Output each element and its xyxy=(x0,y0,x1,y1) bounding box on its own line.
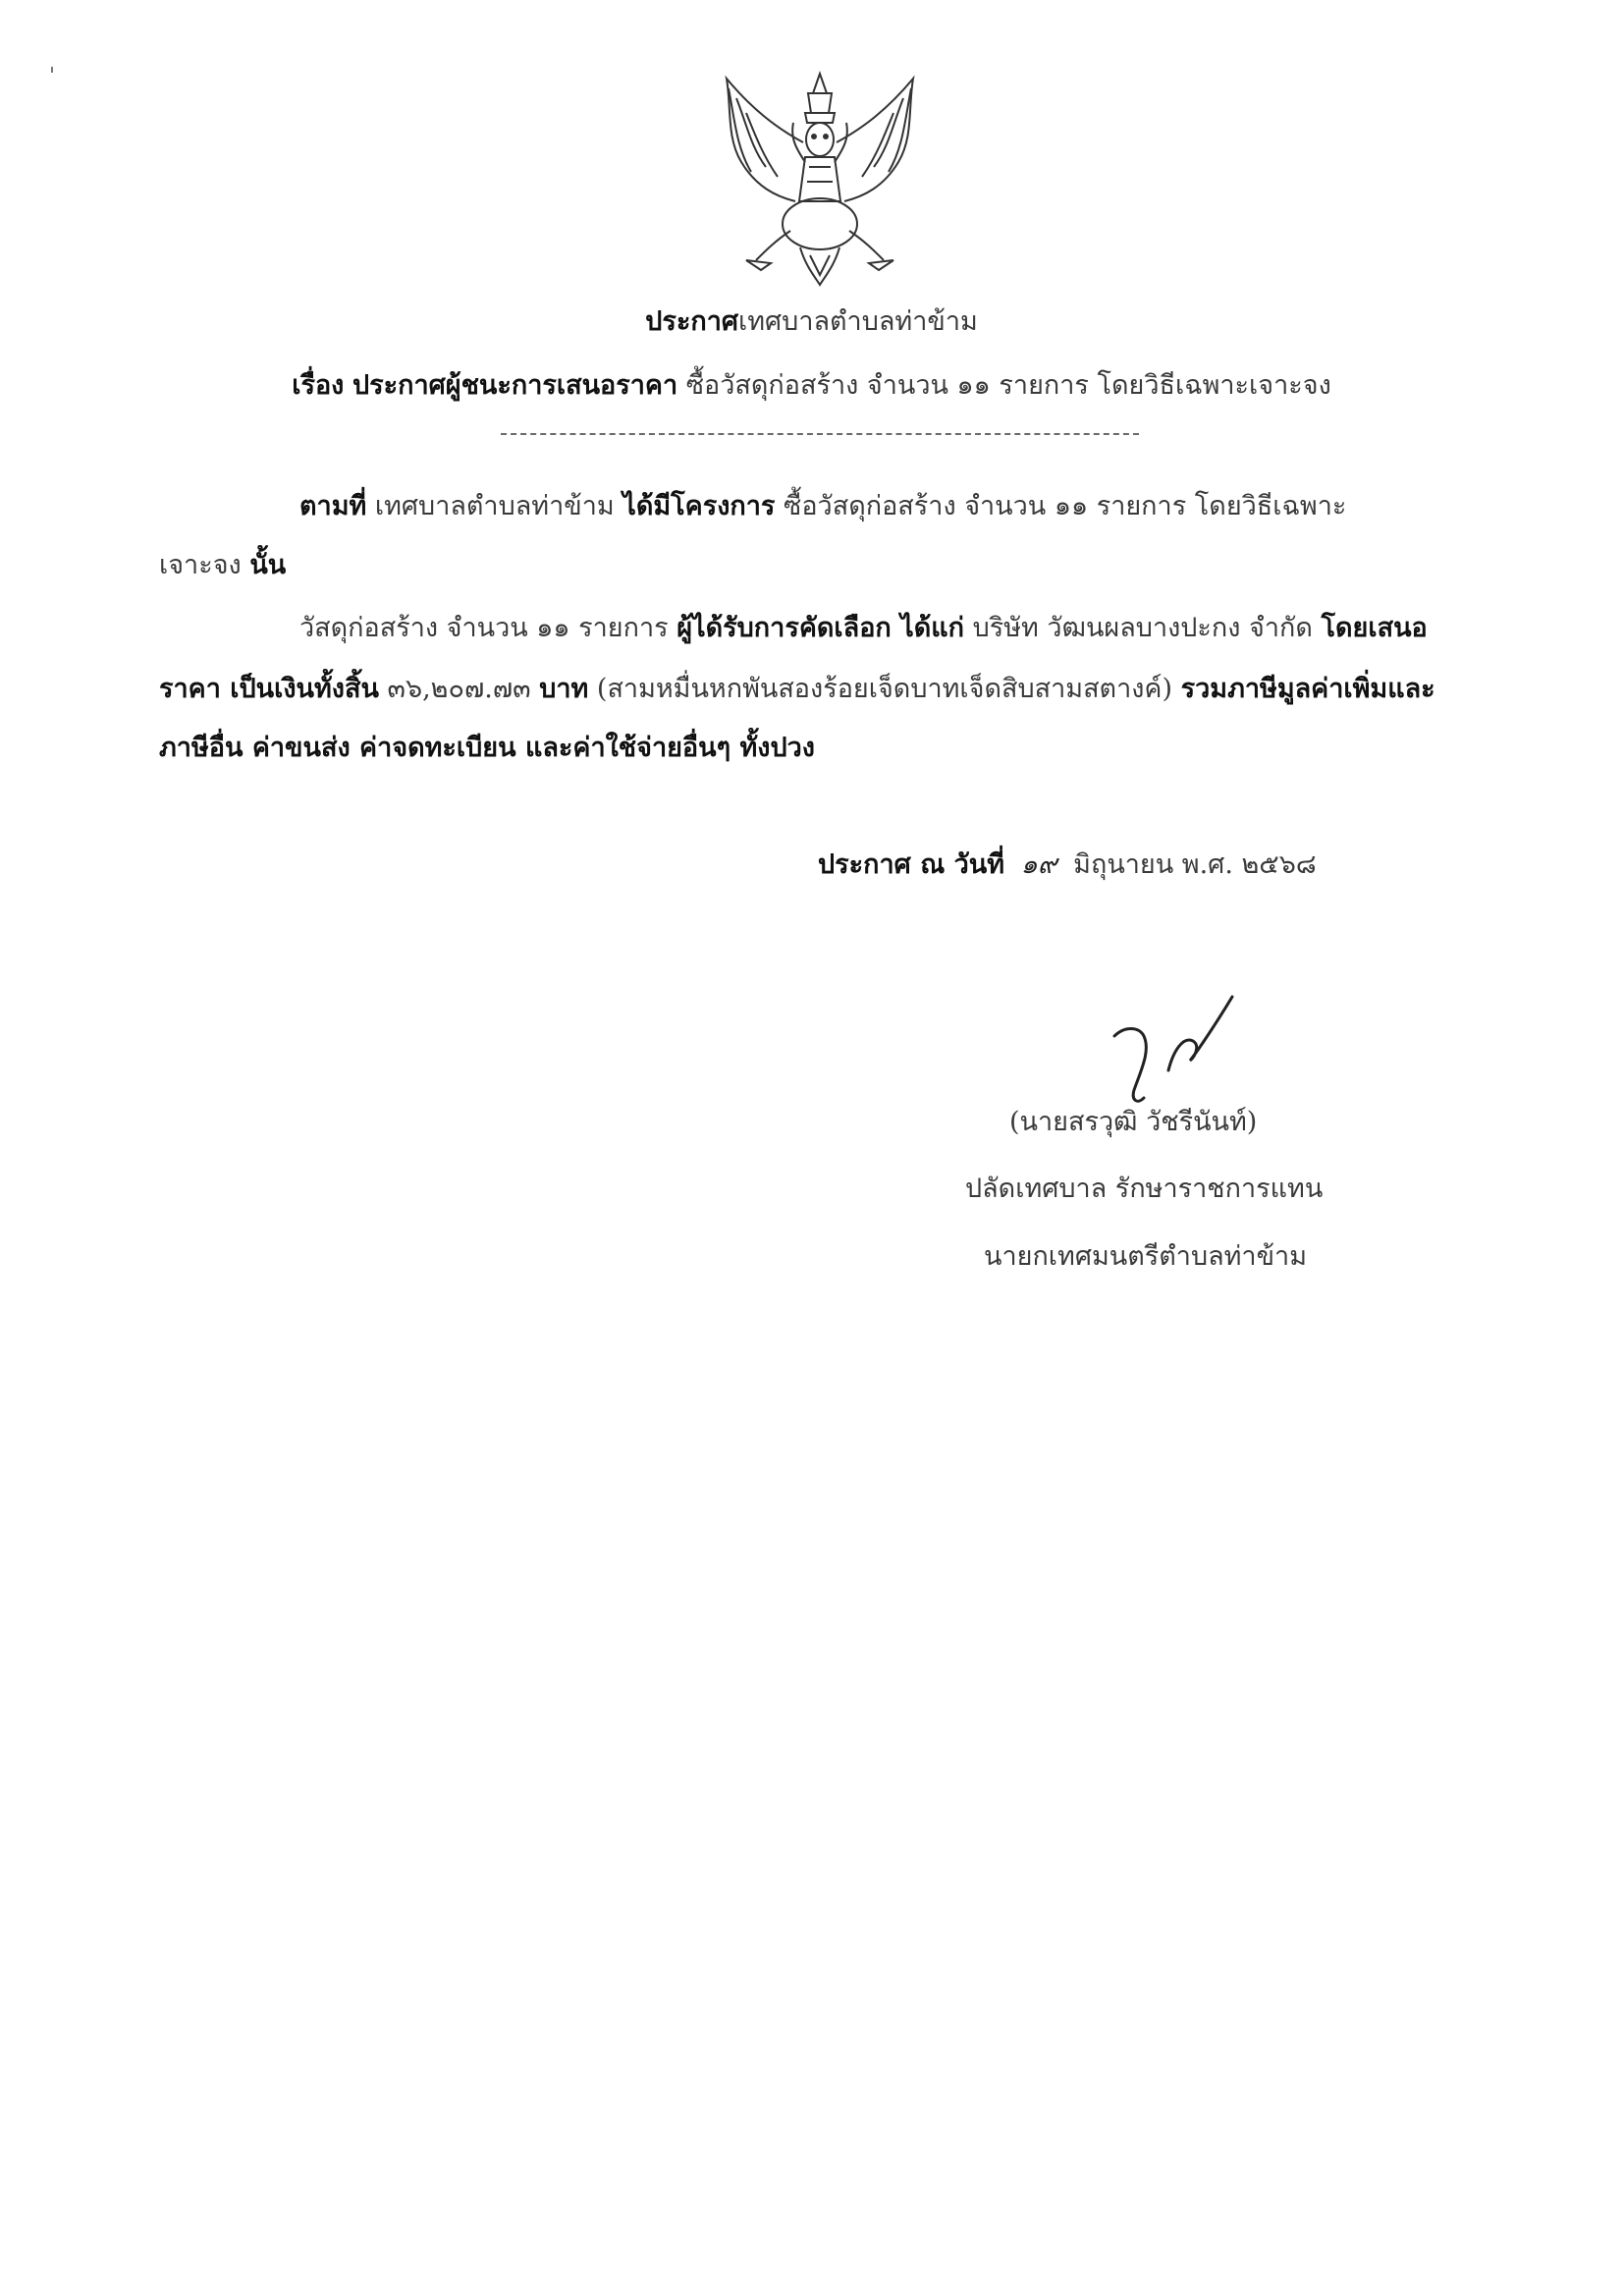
p2-offer: โดยเสนอ xyxy=(1321,613,1428,643)
announcement-title xyxy=(0,300,1623,342)
p1-detail: ซื้อวัสดุก่อสร้าง จำนวน ๑๑ รายการ โดยวิธีเฉพาะ xyxy=(784,491,1347,521)
p1-end: นั้น xyxy=(249,550,287,580)
p1-org: เทศบาลตำบลท่าข้าม xyxy=(374,491,615,521)
title-rest: เทศบาลตำบลท่าข้าม xyxy=(738,306,978,337)
paragraph2-line1 xyxy=(299,606,1428,648)
p1-specific: เจาะจง xyxy=(159,550,242,580)
p1-project: ได้มีโครงการ xyxy=(622,491,776,521)
subject-bold: ประกาศผู้ชนะการเสนอราคา xyxy=(352,370,678,401)
paragraph1-line1 xyxy=(299,484,1346,526)
p2-vat2: ภาษีอื่น ค่าขนส่ง ค่าจดทะเบียน และค่าใช้จ่ายอื่นๆ ทั้งปวง xyxy=(159,733,815,763)
date-label: ประกาศ ณ วันที่ xyxy=(818,849,1005,880)
p2-company: บริษัท วัฒนผลบางปะกง จำกัด xyxy=(972,613,1313,643)
subject-rest: ซื้อวัสดุก่อสร้าง จำนวน ๑๑ รายการ โดยวิธีเฉพาะเจาะจง xyxy=(685,370,1331,401)
announcement-subject xyxy=(0,363,1623,406)
p2-amount-text: (สามหมื่นหกพันสองร้อยเจ็ดบาทเจ็ดสิบสามสตางค์) xyxy=(596,674,1173,704)
date-month-year: มิถุนายน พ.ศ. ๒๕๖๘ xyxy=(1073,849,1317,880)
date-day: ๑๙ xyxy=(1020,849,1057,880)
p2-baht: บาท xyxy=(539,674,589,704)
paragraph2-line2 xyxy=(159,667,1435,709)
p2-item: วัสดุก่อสร้าง จำนวน ๑๑ รายการ xyxy=(299,613,669,643)
paragraph1-line2 xyxy=(159,543,286,585)
p2-amount: ๓๖,๒๐๗.๗๓ xyxy=(387,674,531,704)
scan-speck xyxy=(51,67,53,73)
title-bold: ประกาศ xyxy=(645,306,739,337)
paragraph2-line3 xyxy=(159,726,815,768)
p2-vat1: รวมภาษีมูลค่าเพิ่มและ xyxy=(1180,674,1435,704)
p2-price-label: ราคา เป็นเงินทั้งสิ้น xyxy=(159,674,379,704)
p2-selected: ผู้ได้รับการคัดเลือก ได้แก่ xyxy=(676,613,965,643)
announcement-date xyxy=(818,843,1317,885)
garuda-emblem xyxy=(707,69,933,290)
divider xyxy=(501,433,1139,435)
subject-label: เรื่อง xyxy=(292,370,345,401)
signatory-position1: ปลัดเทศบาล รักษาราชการแทน xyxy=(965,1174,1324,1204)
signatory-name: (นายสรวุฒิ วัชรีนันท์) xyxy=(1009,1107,1258,1137)
signatory-position2: นายกเทศมนตรีตำบลท่าข้าม xyxy=(984,1241,1307,1272)
p1-as: ตามที่ xyxy=(299,491,367,521)
signature-mark xyxy=(1100,982,1276,1110)
